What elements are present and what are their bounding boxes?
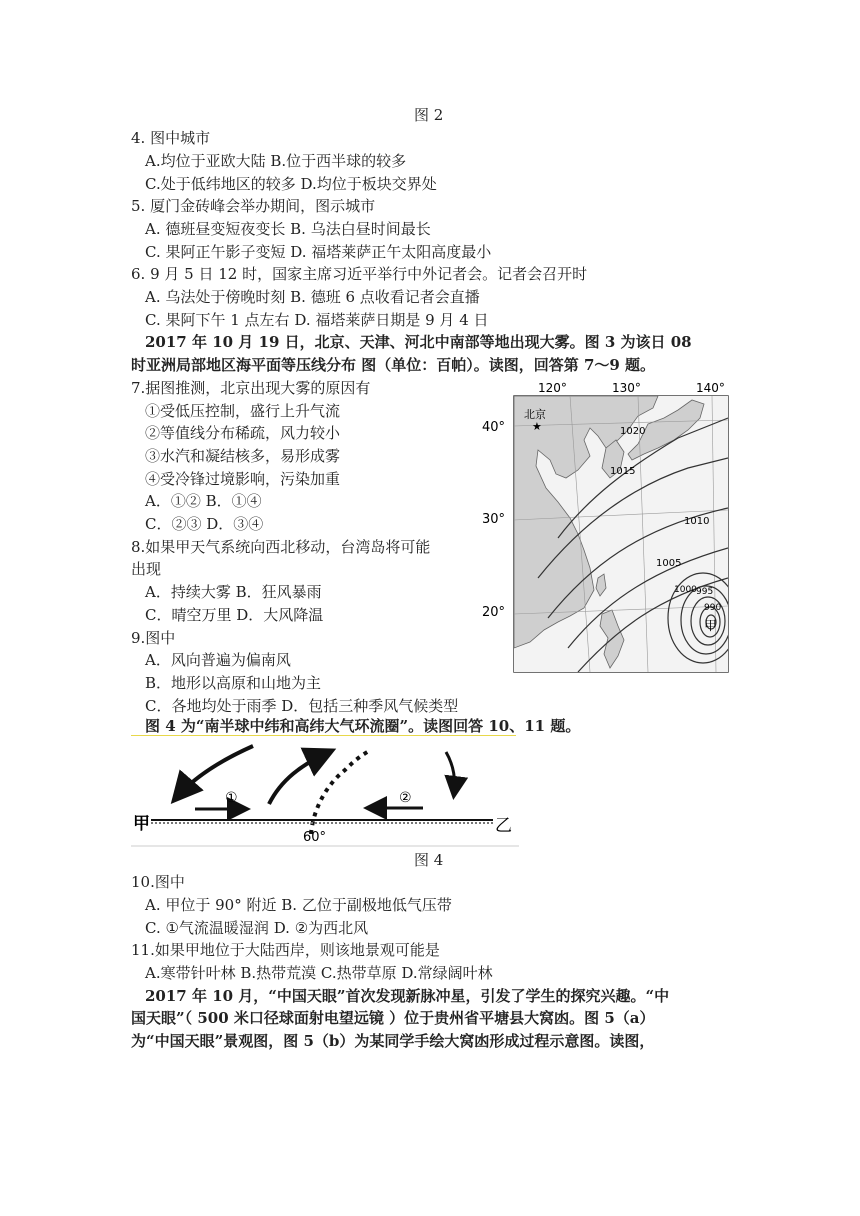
- isobar-label-1005: 1005: [656, 558, 682, 569]
- isobar-label-1015: 1015: [610, 466, 636, 477]
- intro-10-11: 图 4 为“南半球中纬和高纬大气环流圈”。读图回答 10、11 题。: [145, 717, 581, 735]
- intro-12-line-1: 2017 年 10 月，“中国天眼”首次发现新脉冲星，引发了学生的探究兴趣。“中: [145, 987, 670, 1005]
- lon-label-140: 140°: [696, 381, 725, 395]
- city-label-beijing: 北京: [524, 408, 546, 421]
- intro-12-line-3: 为“中国天眼”景观图，图 5（b）为某同学手绘大窝凼形成过程示意图。读图，: [131, 1032, 655, 1050]
- question-8-options-2: C．晴空万里 D．大风降温: [145, 606, 324, 624]
- question-4-options-1: A.均位于亚欧大陆 B.位于西半球的较多: [145, 152, 407, 170]
- question-4-options-2: C.处于低纬地区的较多 D.均位于板块交界处: [145, 175, 437, 193]
- question-6-options-2: C. 果阿下午 1 点左右 D. 福塔莱萨日期是 9 月 4 日: [145, 311, 489, 329]
- question-9-options-1: A．风向普遍为偏南风: [145, 651, 291, 669]
- question-9-stem: 9.图中: [131, 629, 176, 647]
- lat-label-20: 20°: [482, 605, 506, 620]
- question-7-stem: 7.据图推测，北京出现大雾的原因有: [131, 379, 371, 397]
- fig4-label-yi: 乙: [495, 816, 512, 836]
- question-7-item-2: ②等值线分布稀疏，风力较小: [145, 424, 341, 442]
- isobar-label-1020: 1020: [620, 426, 646, 437]
- intro-12-line-2: 国天眼”（ 500 米口径球面射电望远镜 ）位于贵州省平塘县大窝凼。图 5（a）: [131, 1009, 655, 1027]
- question-11-stem: 11.如果甲地位于大陆西岸，则该地景观可能是: [131, 941, 440, 959]
- system-label-jia: 甲: [704, 619, 718, 634]
- isobar-label-1000: 1000: [674, 585, 697, 595]
- figure-4-caption: 图 4: [414, 851, 444, 869]
- question-9-options-2: B．地形以高原和山地为主: [145, 674, 322, 692]
- isobar-label-1010: 1010: [684, 516, 710, 527]
- question-8-stem-cont: 出现: [131, 560, 162, 578]
- isobar-label-990: 990: [704, 603, 722, 613]
- lat-label-30: 30°: [482, 512, 506, 527]
- question-7-item-1: ①受低压控制，盛行上升气流: [145, 402, 341, 420]
- question-6-stem: 6. 9 月 5 日 12 时，国家主席习近平举行中外记者会。记者会召开时: [131, 265, 588, 283]
- question-10-stem: 10.图中: [131, 873, 185, 891]
- question-5-options-1: A. 德班昼变短夜变长 B. 乌法白昼时间最长: [145, 220, 431, 238]
- circulation-diagram: [131, 740, 521, 848]
- figure-2-caption: 图 2: [414, 106, 444, 124]
- highlight-underline: [131, 735, 516, 736]
- isobar-label-995: 995: [696, 587, 714, 597]
- fig4-mark-1: ①: [225, 790, 238, 806]
- question-11-options: A.寒带针叶林 B.热带荒漠 C.热带草原 D.常绿阔叶林: [145, 964, 493, 982]
- fig4-label-jia: 甲: [133, 814, 150, 834]
- lon-label-120: 120°: [538, 381, 567, 395]
- lat-label-40: 40°: [482, 420, 506, 435]
- question-9-options-3: C．各地均处于雨季 D．包括三种季风气候类型: [145, 697, 459, 715]
- intro-7-9-line-2: 时亚洲局部地区海平面等压线分布 图（单位：百帕）。读图，回答第 7～9 题。: [131, 356, 656, 374]
- question-10-options-1: A. 甲位于 90° 附近 B. 乙位于副极地低气压带: [145, 896, 452, 914]
- fig4-label-60: 60°: [303, 830, 327, 845]
- question-4-stem: 4. 图中城市: [131, 129, 211, 147]
- question-8-stem: 8.如果甲天气系统向西北移动，台湾岛将可能: [131, 538, 431, 556]
- intro-7-9-line-1: 2017 年 10 月 19 日，北京、天津、河北中南部等地出现大雾。图 3 为该日 08: [145, 333, 692, 351]
- beijing-star-icon: ★: [532, 420, 542, 433]
- question-10-options-2: C. ①气流温暖湿润 D. ②为西北风: [145, 919, 369, 937]
- question-7-options-1: A．①② B．①④: [145, 492, 262, 510]
- isobar-map: [478, 378, 740, 678]
- question-8-options-1: A．持续大雾 B．狂风暴雨: [145, 583, 322, 601]
- question-7-item-4: ④受冷锋过境影响，污染加重: [145, 470, 341, 488]
- question-7-item-3: ③水汽和凝结核多，易形成雾: [145, 447, 341, 465]
- question-5-options-2: C. 果阿正午影子变短 D. 福塔莱萨正午太阳高度最小: [145, 243, 492, 261]
- question-6-options-1: A. 乌法处于傍晚时刻 B. 德班 6 点收看记者会直播: [145, 288, 480, 306]
- question-5-stem: 5. 厦门金砖峰会举办期间，图示城市: [131, 197, 376, 215]
- question-7-options-2: C．②③ D．③④: [145, 515, 264, 533]
- fig4-mark-2: ②: [399, 790, 412, 806]
- lon-label-130: 130°: [612, 381, 641, 395]
